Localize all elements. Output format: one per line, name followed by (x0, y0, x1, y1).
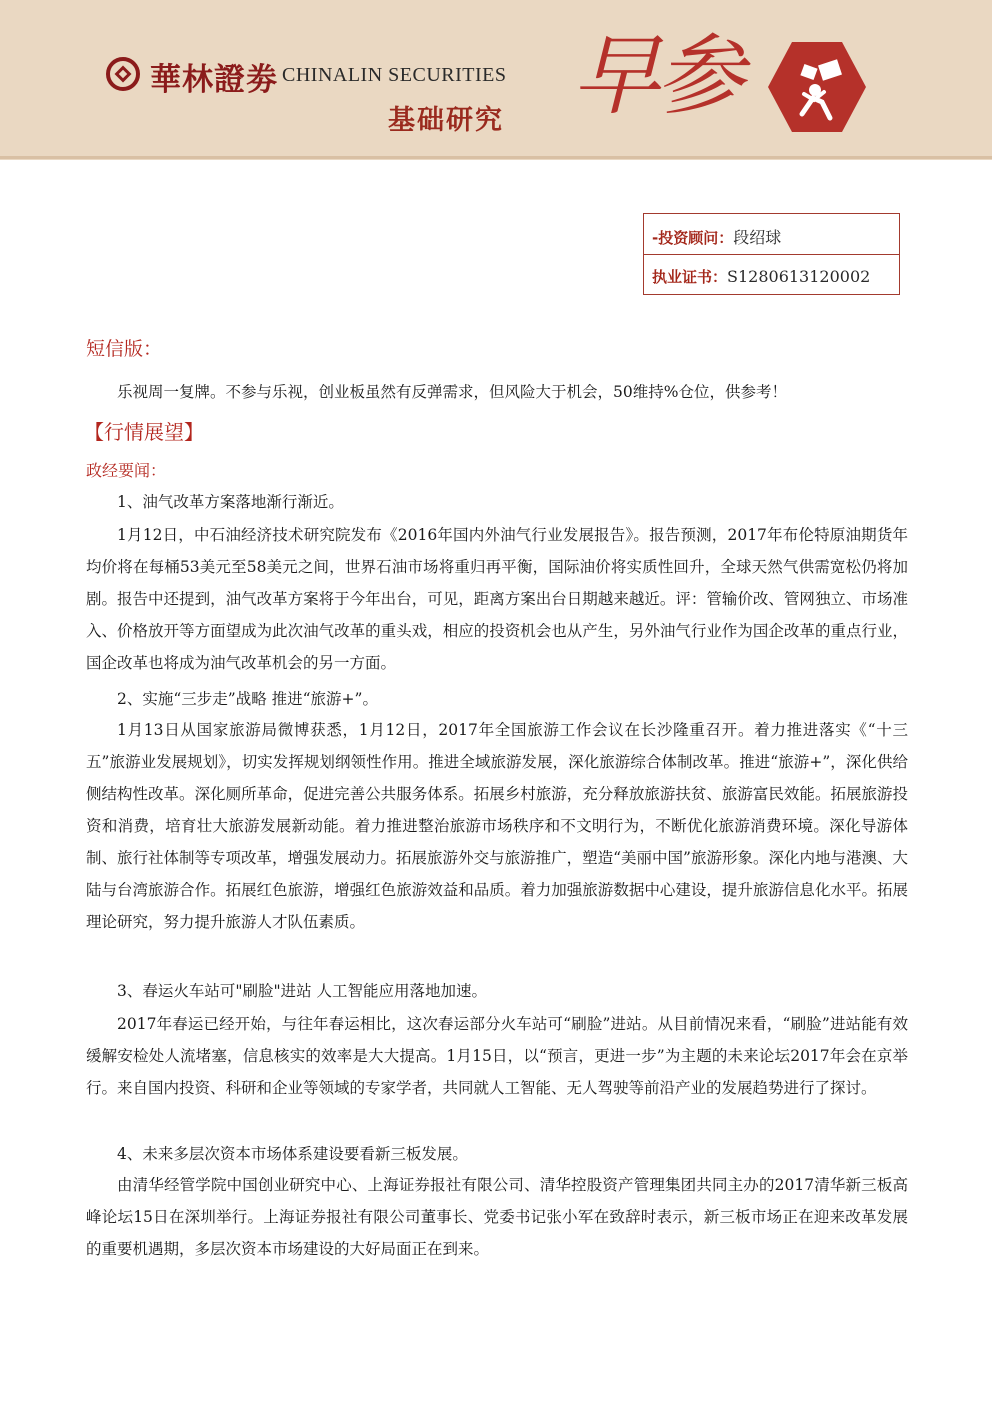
brand-name-cn: 華林證劵 (150, 62, 278, 98)
news-body-2: 1月13日从国家旅游局微博获悉，1月12日，2017年全国旅游工作会议在长沙隆重召开。着力推进落实《“十三五”旅游业发展规划》，切实发挥规划纲领性作用。推进全域旅游发展，深化旅游综合体制改革。推进“旅游+”，深化供给侧结构性改革。深化厕所革命，促进完善公共服务体系。拓展乡村旅游，充分释放旅游扶贫、旅游富民效能。拓展旅游投资和消费，培育壮大旅游发展新动能。着力推进整治旅游市场秩序和不文明行为，不断优化旅游消费环境。深化导游体制、旅行社体制等专项改革，增强发展动力。拓展旅游外交与旅游推广，塑造“美丽中国”旅游形象。深化内地与港澳、大陆与台湾旅游合作。拓展红色旅游，增强红色旅游效益和品质。着力加强旅游数据中心建设，提升旅游信息化水平。拓展理论研究，努力提升旅游人才队伍素质。 (86, 721, 908, 931)
report-name: 早参 (572, 24, 741, 127)
advisor-row (652, 225, 781, 248)
header-banner (0, 0, 992, 160)
license-label: 执业证书： (652, 268, 728, 286)
department-label: 基础研究 (388, 105, 504, 136)
news-heading-2: 2、实施“三步走”战略 推进“旅游+”。 (117, 690, 378, 708)
brand-name-en: CHINALIN SECURITIES (282, 64, 507, 86)
outlook-title: 【行情展望】 (84, 420, 204, 444)
banner-divider (0, 156, 992, 159)
sms-text: 乐视周一复牌。不参与乐视，创业板虽然有反弹需求，但风险大于机会，50维持%仓位，供参考！ (117, 383, 787, 401)
advisor-divider (644, 254, 899, 255)
advisor-name: 段绍球 (733, 228, 782, 247)
license-row (652, 266, 870, 287)
chinalin-logo-icon (106, 57, 140, 91)
news-body-3: 2017年春运已经开始，与往年春运相比，这次春运部分火车站可“刷脸”进站。从目前情况来看，“刷脸”进站能有效缓解安检处人流堵塞，信息核实的效率是大大提高。1月15日，以“预言，更进一步”为主题的未来论坛2017年会在京举行。来自国内投资、科研和企业等领域的专家学者，共同就人工智能、无人驾驶等前沿产业的发展趋势进行了探讨。 (86, 1015, 908, 1097)
news-body-4: 由清华经管学院中国创业研究中心、上海证券报社有限公司、清华控股资产管理集团共同主办的2017清华新三板高峰论坛15日在深圳举行。上海证券报社有限公司董事长、党委书记张小军在致辞时表示，新三板市场正在迎来改革发展的重要机遇期，多层次资本市场建设的大好局面正在到来。 (86, 1176, 908, 1258)
advisor-label: -投资顾问： (652, 229, 734, 247)
news-heading-4: 4、未来多层次资本市场体系建设要看新三板发展。 (117, 1145, 468, 1163)
news-subtitle: 政经要闻： (86, 461, 167, 480)
reader-emblem-icon (766, 40, 868, 134)
news-heading-3: 3、春运火车站可"刷脸"进站 人工智能应用落地加速。 (117, 982, 488, 1000)
news-body-1: 1月12日，中石油经济技术研究院发布《2016年国内外油气行业发展报告》。报告预测，2017年布伦特原油期货年均价将在每桶53美元至58美元之间，世界石油市场将重归再平衡，国际油价将实质性回升，全球天然气供需宽松仍将加剧。报告中还提到，油气改革方案将于今年出台，可见，距离方案出台日期越来越近。评：管输价改、管网独立、市场准入、价格放开等方面望成为此次油气改革的重头戏，相应的投资机会也从产生，另外油气行业作为国企改革的重点行业，国企改革也将成为油气改革机会的另一方面。 (86, 526, 908, 672)
news-heading-1: 1、油气改革方案落地渐行渐近。 (117, 493, 344, 511)
sms-title: 短信版： (86, 338, 163, 360)
advisor-info-box (643, 213, 900, 295)
license-number: S1280613120002 (727, 267, 871, 286)
